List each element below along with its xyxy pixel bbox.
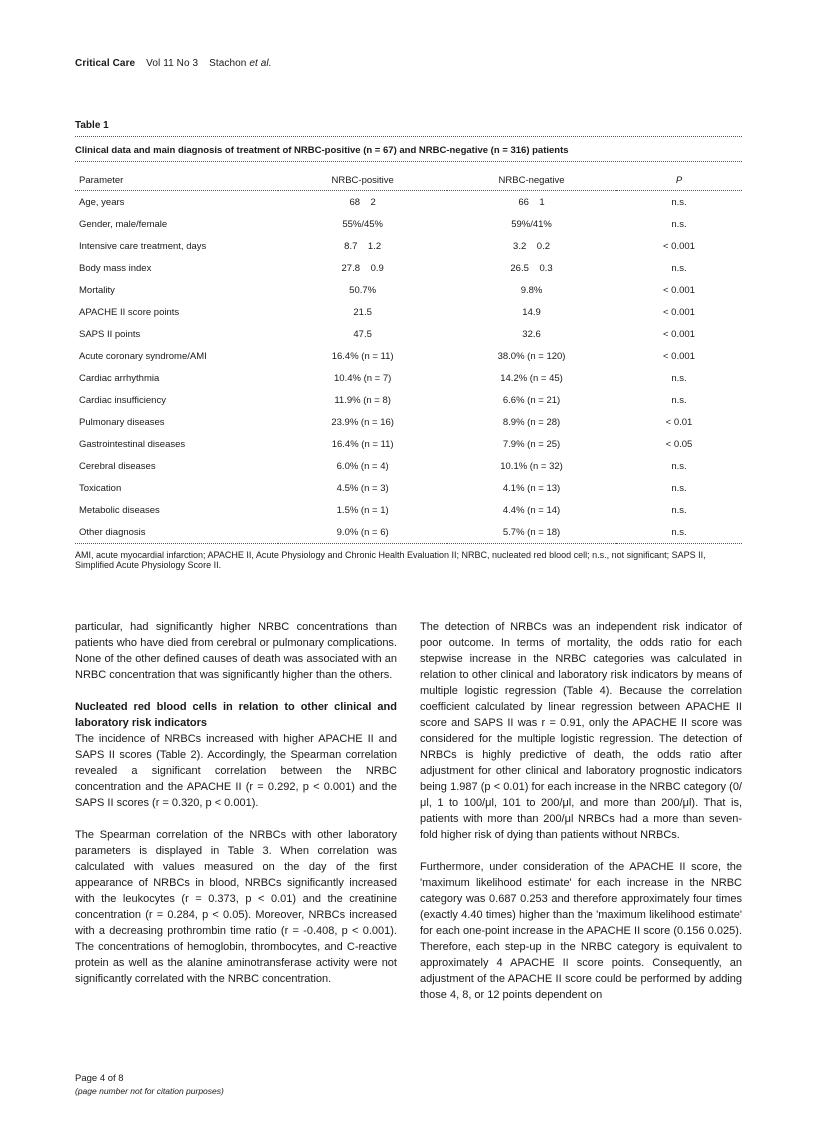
citation-note: (page number not for citation purposes)	[75, 1086, 224, 1096]
body-column-left	[75, 619, 397, 1003]
table-footnote: AMI, acute myocardial infarction; APACHE II, Acute Physiology and Chronic Health Evaluation II; NRBC, nucleated red blood cell; n.s., not significant; SAPS II, Simplified Acute Physiology Score II.	[75, 550, 706, 570]
cell-parameter: Other diagnosis	[79, 526, 146, 538]
cell-nrbc-positive: 27.8 0.9	[341, 262, 384, 274]
cell-nrbc-positive: 23.9% (n = 16)	[331, 416, 394, 428]
section-heading: Nucleated red blood cells in relation to other clinical and laboratory risk indicators	[75, 701, 397, 729]
caption-rule	[75, 161, 742, 162]
paragraph: particular, had significantly higher NRBC concentrations than patients who have died from cerebral or pulmonary complications. None of the other defined causes of death was associated with an NRBC concentration that was significantly higher than the others.	[75, 621, 397, 681]
table-row	[75, 323, 742, 345]
cell-nrbc-positive: 47.5	[353, 328, 372, 340]
cell-parameter: Pulmonary diseases	[79, 416, 165, 428]
table-row	[75, 235, 742, 257]
page-number: Page 4 of 8	[75, 1073, 124, 1084]
cell-p-value: < 0.05	[665, 438, 693, 450]
table-row	[75, 521, 742, 544]
cell-p-value: n.s.	[671, 262, 687, 274]
cell-parameter: Mortality	[79, 284, 115, 296]
cell-p-value: n.s.	[671, 526, 687, 538]
col-header-nrbc-negative: NRBC-negative	[498, 174, 565, 186]
cell-parameter: Gastrointestinal diseases	[79, 438, 186, 450]
cell-nrbc-negative: 26.5 0.3	[510, 262, 553, 274]
table-row	[75, 455, 742, 477]
cell-parameter: Metabolic diseases	[79, 504, 160, 516]
table-row	[75, 279, 742, 301]
cell-nrbc-negative: 14.9	[522, 306, 541, 318]
cell-nrbc-negative: 32.6	[522, 328, 541, 340]
table-row	[75, 477, 742, 499]
clinical-data-table	[75, 170, 742, 544]
cell-p-value: n.s.	[671, 504, 687, 516]
table-row	[75, 345, 742, 367]
cell-parameter: SAPS II points	[79, 328, 141, 340]
cell-nrbc-positive: 11.9% (n = 8)	[334, 394, 391, 406]
cell-nrbc-negative: 4.4% (n = 14)	[502, 504, 561, 516]
cell-nrbc-positive: 8.7 1.2	[344, 240, 382, 252]
cell-parameter: Body mass index	[79, 262, 152, 274]
authors: Stachon et al.	[209, 58, 272, 69]
cell-nrbc-negative: 6.6% (n = 21)	[502, 394, 561, 406]
cell-nrbc-negative: 66 1	[518, 196, 545, 208]
cell-p-value: < 0.001	[663, 350, 695, 362]
table-row	[75, 301, 742, 323]
cell-p-value: n.s.	[671, 372, 687, 384]
cell-nrbc-negative: 38.0% (n = 120)	[497, 350, 566, 362]
cell-nrbc-positive: 55%/45%	[342, 218, 383, 230]
journal-name: Critical Care	[75, 58, 136, 69]
cell-nrbc-positive: 50.7%	[349, 284, 377, 296]
cell-parameter: Cerebral diseases	[79, 460, 156, 472]
paragraph: The incidence of NRBCs increased with higher APACHE II and SAPS II scores (Table 2). Accordingly, the Spearman correlation revealed a significant correlation between the NRBC concentration and the APACHE II (r = 0.292, p < 0.001) and the SAPS II scores (r = 0.320, p < 0.001).	[75, 733, 397, 809]
cell-p-value: n.s.	[671, 218, 687, 230]
col-header-p: P	[675, 174, 683, 186]
cell-parameter: Toxication	[79, 482, 122, 494]
table-row	[75, 257, 742, 279]
table-row	[75, 499, 742, 521]
table-row	[75, 213, 742, 235]
cell-p-value: < 0.001	[663, 284, 695, 296]
cell-parameter: Cardiac arrhythmia	[79, 372, 160, 384]
cell-nrbc-positive: 16.4% (n = 11)	[331, 438, 394, 450]
volume-issue: Vol 11 No 3	[146, 58, 199, 69]
table-row	[75, 389, 742, 411]
cell-nrbc-negative: 14.2% (n = 45)	[500, 372, 563, 384]
cell-nrbc-negative: 5.7% (n = 18)	[502, 526, 561, 538]
cell-parameter: Intensive care treatment, days	[79, 240, 207, 252]
cell-nrbc-positive: 4.5% (n = 3)	[336, 482, 389, 494]
cell-nrbc-negative: 59%/41%	[511, 218, 552, 230]
cell-p-value: < 0.001	[663, 240, 695, 252]
cell-nrbc-negative: 4.1% (n = 13)	[502, 482, 561, 494]
cell-p-value: n.s.	[671, 460, 687, 472]
table-row	[75, 411, 742, 433]
table-row	[75, 367, 742, 389]
cell-nrbc-negative: 3.2 0.2	[513, 240, 551, 252]
table-label: Table 1	[75, 120, 109, 131]
cell-nrbc-positive: 1.5% (n = 1)	[336, 504, 389, 516]
table-row	[75, 433, 742, 455]
cell-p-value: < 0.001	[663, 328, 695, 340]
cell-nrbc-negative: 9.8%	[520, 284, 543, 296]
cell-nrbc-negative: 10.1% (n = 32)	[500, 460, 563, 472]
cell-p-value: n.s.	[671, 482, 687, 494]
table-caption: Clinical data and main diagnosis of treatment of NRBC-positive (n = 67) and NRBC-negative (n = 316) patients	[75, 145, 569, 156]
running-head	[75, 58, 272, 69]
table-row	[75, 191, 742, 214]
cell-nrbc-positive: 6.0% (n = 4)	[336, 460, 389, 472]
col-header-nrbc-positive: NRBC-positive	[331, 174, 394, 186]
cell-parameter: Acute coronary syndrome/AMI	[79, 350, 207, 362]
cell-p-value: < 0.001	[663, 306, 695, 318]
cell-nrbc-positive: 68 2	[349, 196, 376, 208]
paragraph: The Spearman correlation of the NRBCs with other laboratory parameters is displayed in Table 3. When correlation was calculated with values measured on the day of the first appearance of NRBCs in blood, NRBCs significantly increased with the leukocytes (r = 0.373, p < 0.01) and the creatinine concentration (r = 0.284, p < 0.05). Moreover, NRBCs increased with a decreasing prothrombin time ratio (r = -0.408, p < 0.001). The concentrations of hemoglobin, thrombocytes, and C-reactive protein as well as the alanine aminotransferase activity were not significantly correlated with the NRBC concentration.	[75, 829, 397, 985]
cell-parameter: Age, years	[79, 196, 125, 208]
cell-parameter: Cardiac insufficiency	[79, 394, 166, 406]
col-header-parameter: Parameter	[79, 174, 124, 186]
cell-nrbc-positive: 10.4% (n = 7)	[334, 372, 392, 384]
cell-p-value: < 0.01	[665, 416, 693, 428]
cell-nrbc-positive: 9.0% (n = 6)	[336, 526, 389, 538]
cell-parameter: Gender, male/female	[79, 218, 168, 230]
page-footer	[75, 1073, 224, 1097]
cell-p-value: n.s.	[671, 394, 687, 406]
body-column-right	[420, 619, 742, 1019]
table-top-rule	[75, 136, 742, 137]
paragraph: The detection of NRBCs was an independent risk indicator of poor outcome. In terms of mortality, the odds ratio for each stepwise increase in the NRBC categories was calculated in relation to other clinical and laboratory risk indicators by means of multiple logistic regression (Table 4). Because the correlation coefficient calculated by linear regression between APACHE II score and SAPS II was r = 0.91, only the APACHE II score was considered for the multiple logistic regression. The detection of NRBCs is highly predictive of death, the odds ratio after adjustment for other clinical and laboratory prognostic indicators being 1.987 (p < 0.01) for each increase in the NRBC category (0/μl, 1 to 100/μl, 101 to 200/μl, and more than 200/μl). That is, patients with more than 200/μl NRBCs had a more than seven-fold higher risk of dying than patients without NRBCs.	[420, 621, 742, 841]
cell-parameter: APACHE II score points	[79, 306, 180, 318]
cell-p-value: n.s.	[671, 196, 687, 208]
cell-nrbc-positive: 16.4% (n = 11)	[331, 350, 394, 362]
paragraph: Furthermore, under consideration of the APACHE II score, the 'maximum likelihood estimate' for each increase in the NRBC category was 0.687 0.253 and therefore approximately four times (exactly 4.40 times) higher than the 'maximum likelihood estimate' for each one-point increase in the APACHE II score (0.156 0.025). Therefore, each step-up in the NRBC category is equivalent to approximately 4 APACHE II score points. Consequently, an adjustment of the APACHE II score could be performed by adding those 4, 8, or 12 points dependent on	[420, 861, 742, 1001]
cell-nrbc-negative: 8.9% (n = 28)	[502, 416, 561, 428]
cell-nrbc-negative: 7.9% (n = 25)	[502, 438, 561, 450]
cell-nrbc-positive: 21.5	[353, 306, 372, 318]
table-header-row	[75, 170, 742, 191]
